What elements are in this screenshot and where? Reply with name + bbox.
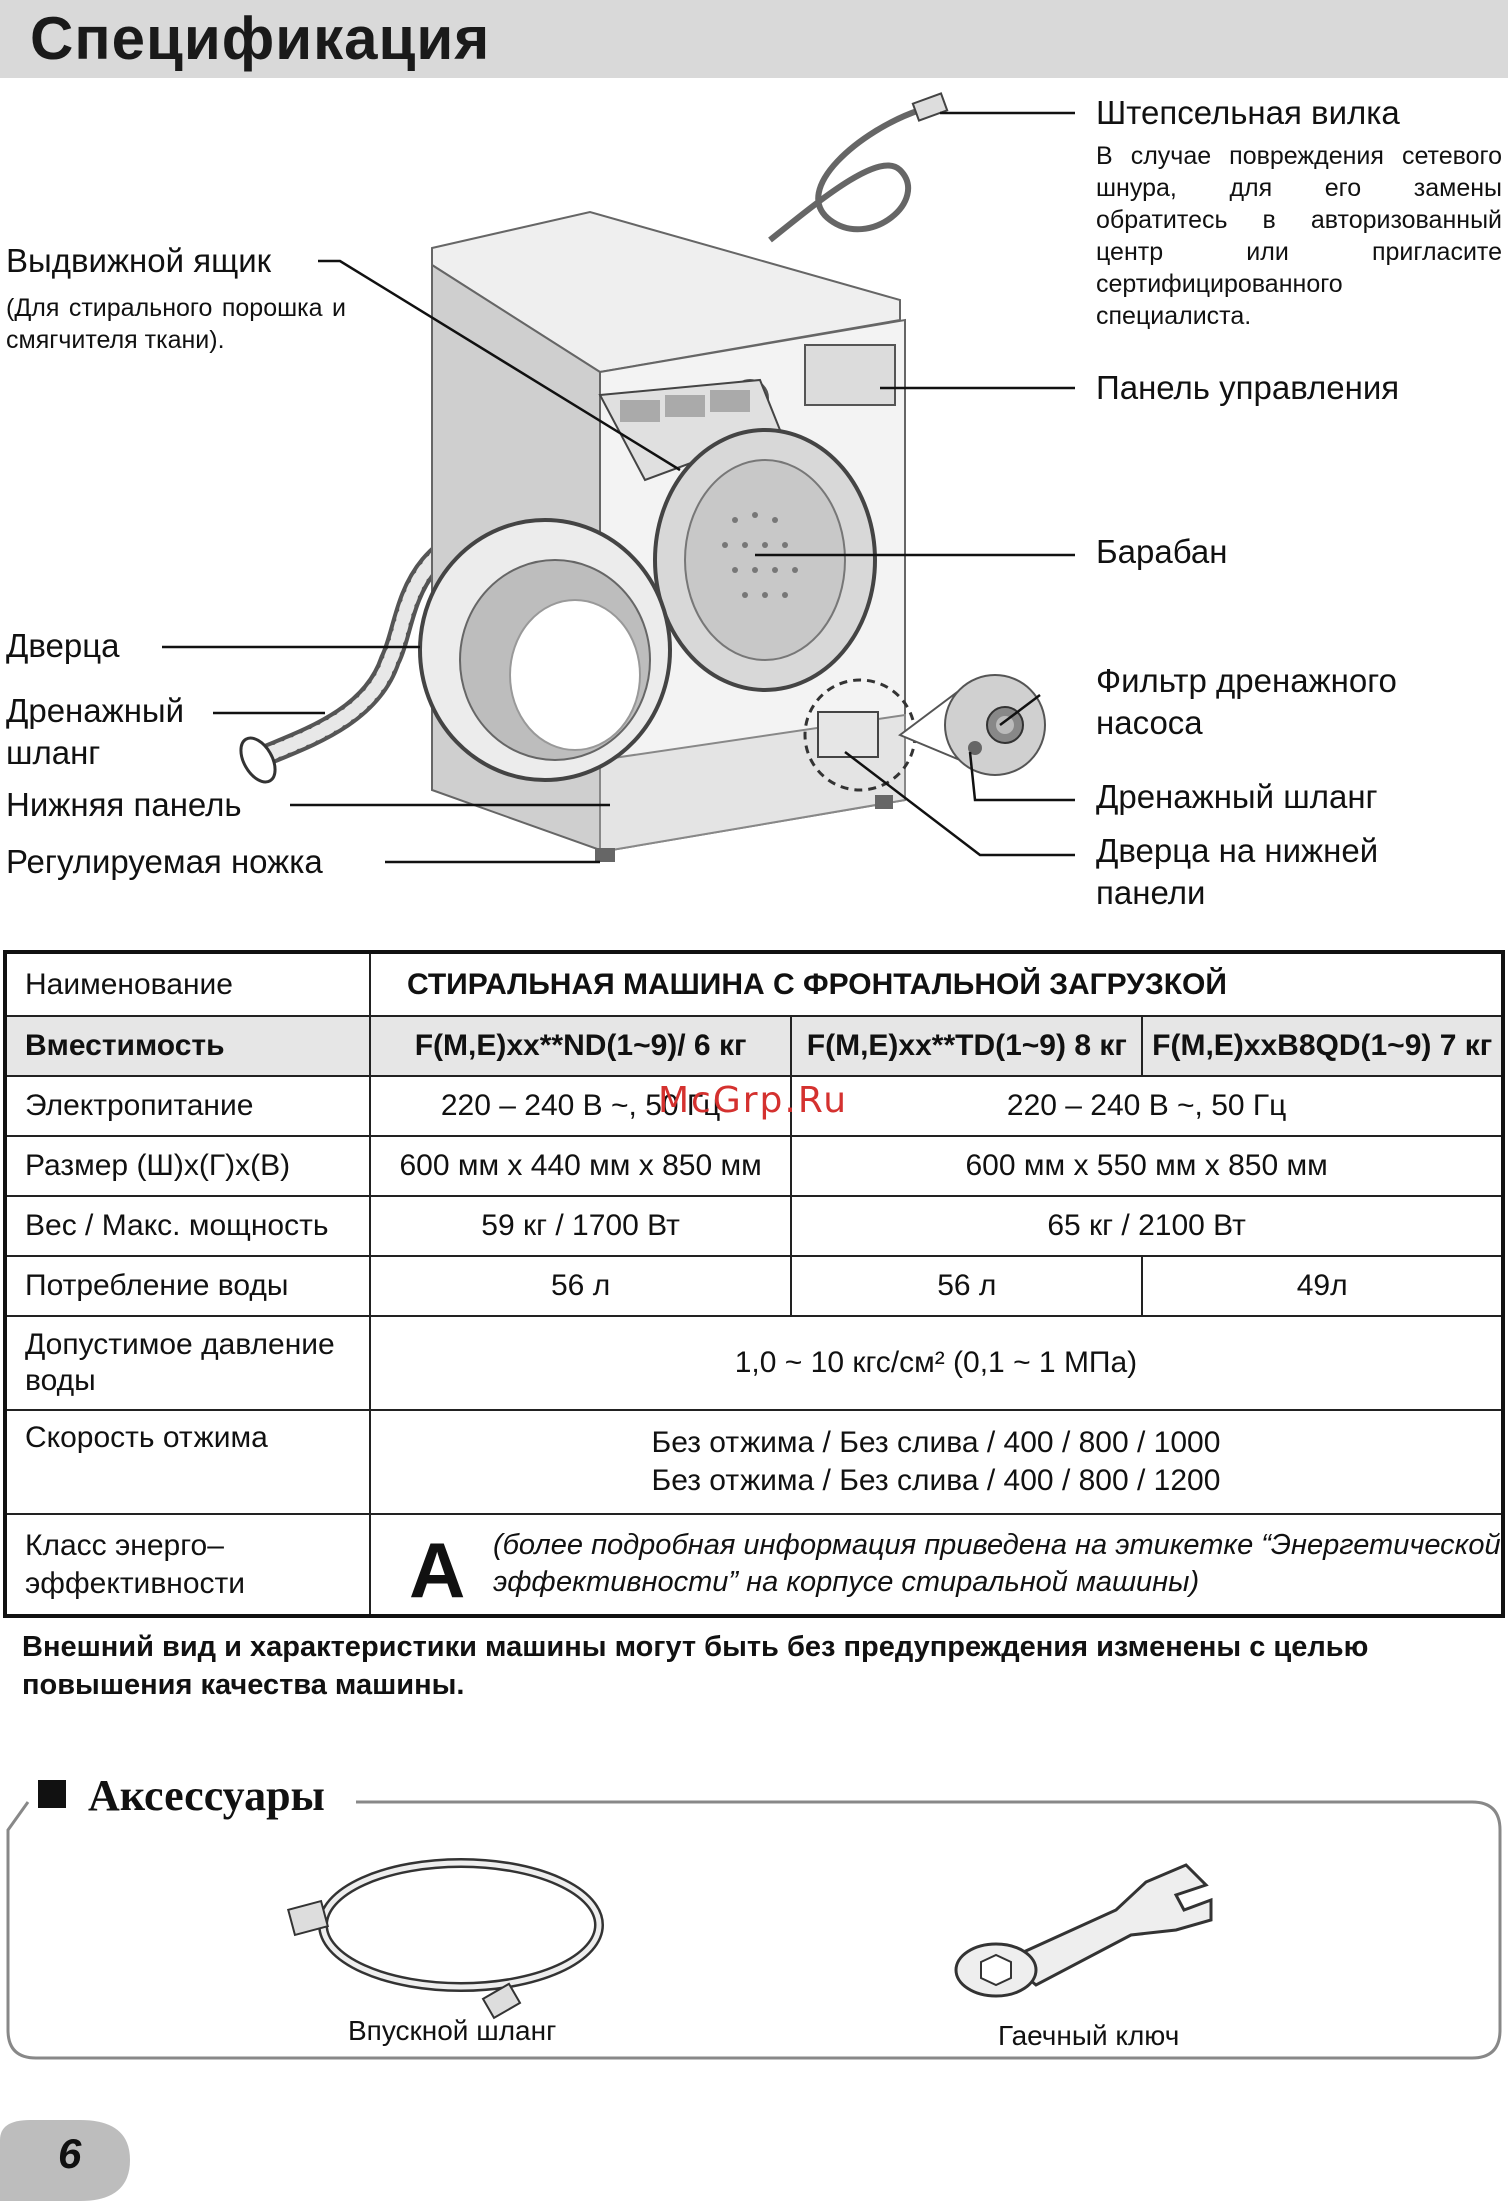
row-label-pressure: Допустимое давление воды (5, 1316, 370, 1410)
accessories-frame (6, 1800, 1502, 2060)
inlet-hose-illustration (288, 1863, 599, 2018)
water-model-3: 49л (1142, 1256, 1503, 1316)
spin-values (370, 1410, 1503, 1514)
row-label-size: Размер (Ш)х(Г)х(В) (5, 1136, 370, 1196)
accessory-label-inlet-hose: Впускной шланг (348, 2015, 557, 2046)
size-model-1: 600 мм x 440 мм x 850 мм (370, 1136, 791, 1196)
weight-model-2-3: 65 кг / 2100 Вт (791, 1196, 1503, 1256)
callout-drain-hose-right: Дренажный шланг (1096, 778, 1378, 815)
spin-value-1: Без отжима / Без слива / 400 / 800 / 1000 (651, 1426, 1221, 1459)
row-label-water: Потребление воды (5, 1256, 370, 1316)
capacity-model-2: F(M,E)xx**TD(1~9) 8 кг (791, 1016, 1142, 1076)
row-label-name: Наименование (5, 952, 370, 1016)
accessory-label-spanner: Гаечный ключ (998, 2020, 1180, 2051)
bullet-square-icon (38, 1780, 66, 1808)
power-cord-illustration (770, 110, 920, 240)
callout-drawer: Выдвижной ящик (6, 242, 272, 279)
page-number: 6 (58, 2130, 82, 2177)
callout-drum: Барабан (1096, 533, 1228, 570)
accessories-title-text: Аксессуары (88, 1771, 325, 1820)
power-model-1: 220 – 240 В ~, 50 Гц (370, 1076, 791, 1136)
pressure-value: 1,0 ~ 10 кгс/см² (0,1 ~ 1 МПа) (370, 1316, 1503, 1410)
row-label-power: Электропитание (5, 1076, 370, 1136)
callout-door: Дверца (6, 627, 120, 664)
callout-drain-filter: Фильтр дренажного насоса (1096, 662, 1397, 741)
weight-model-1: 59 кг / 1700 Вт (370, 1196, 791, 1256)
spin-value-2: Без отжима / Без слива / 400 / 800 / 1200 (651, 1464, 1221, 1497)
capacity-model-3: F(M,E)xxB8QD(1~9) 7 кг (1142, 1016, 1503, 1076)
row-label-energy: Класс энерго–эффективности (5, 1514, 370, 1616)
water-model-2: 56 л (791, 1256, 1142, 1316)
callout-drawer-note: (Для стирального порошка и смягчителя ткани). (6, 294, 346, 354)
power-model-2-3: 220 – 240 В ~, 50 Гц (791, 1076, 1503, 1136)
callout-lower-panel: Нижняя панель (6, 786, 242, 823)
water-model-1: 56 л (370, 1256, 791, 1316)
accessories-title (38, 1770, 341, 1821)
watermark: McGrp.Ru (658, 1080, 849, 1121)
row-label-spin: Скорость отжима (5, 1410, 370, 1514)
callout-drain-hose-left: Дренажный шланг (6, 692, 185, 771)
page-title: Спецификация (30, 5, 491, 72)
callout-plug-note: В случае повреждения сетевого шнура, для его замены обратитесь в авторизованный центр или пригласите сертифицированного специалиста. (1096, 142, 1502, 330)
callout-plug: Штепсельная вилка (1096, 94, 1400, 131)
row-label-capacity: Вместимость (5, 1016, 370, 1076)
energy-class-letter: A (408, 1526, 466, 1614)
size-model-2-3: 600 мм x 550 мм x 850 мм (791, 1136, 1503, 1196)
energy-class-note: (более подробная информация приведена на этикетке “Энергетической эффективности” на корпусе стиральной машины) (492, 1529, 1501, 1598)
row-label-weight: Вес / Макс. мощность (5, 1196, 370, 1256)
notice-text: Внешний вид и характеристики машины могут быть без предупреждения изменены с целью повышения качества машины. (22, 1631, 1369, 1701)
spec-table (3, 950, 1505, 1618)
product-type: СТИРАЛЬНАЯ МАШИНА С ФРОНТАЛЬНОЙ ЗАГРУЗКОЙ (370, 952, 1503, 1016)
capacity-model-1: F(M,E)xx**ND(1~9)/ 6 кг (370, 1016, 791, 1076)
callout-lower-panel-door: Дверца на нижней панели (1096, 832, 1379, 911)
energy-cell (370, 1514, 1503, 1616)
callout-adjustable-foot: Регулируемая ножка (6, 843, 323, 880)
callout-control-panel: Панель управления (1096, 369, 1400, 406)
title-bar (0, 0, 1508, 78)
spanner-illustration (956, 1865, 1211, 1996)
